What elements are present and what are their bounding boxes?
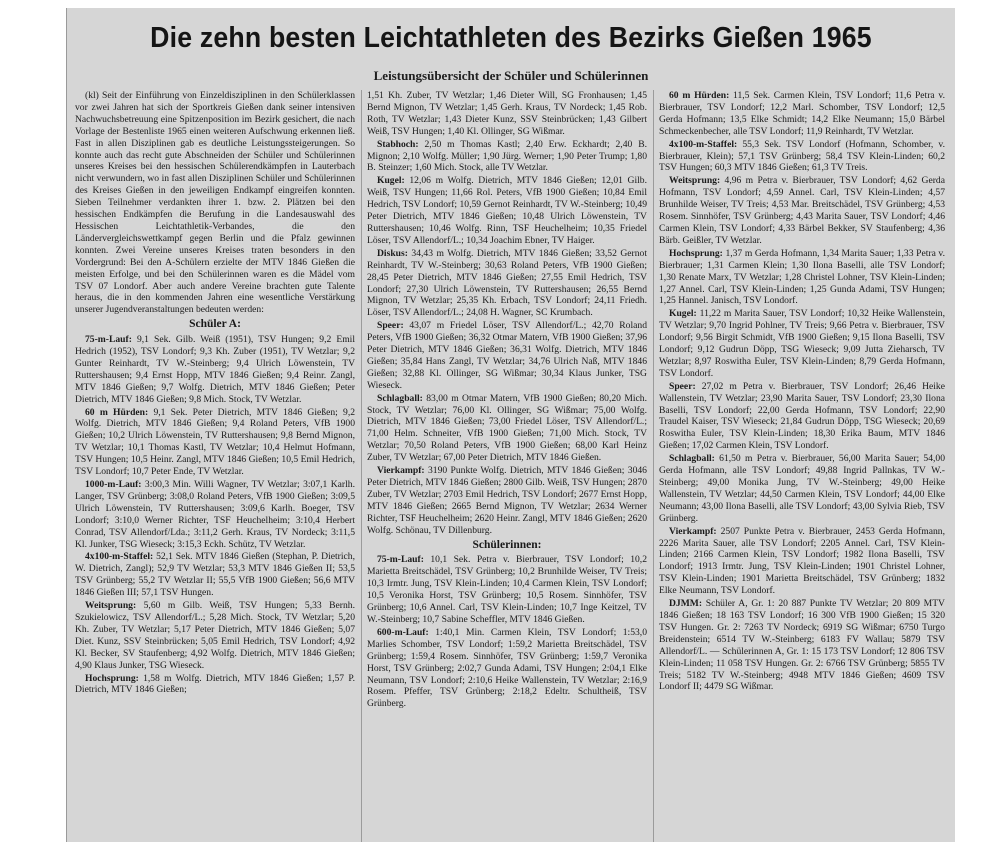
event-results: 34,43 m Wolfg. Dietrich, MTV 1846 Gießen; 33,52 Gernot Reinhardt, TV W.-Steinberg; 30,63 Roland Peters, VfB 1900 Gießen; 28,45 Peter Dietrich, MTV 1846 Gießen; 27,55 Emil Hedrich, TSV Londorf; 27,30 Ulrich Löwenstein, TV Ruttershausen; 26,55 Bernd Mignon, TV Wetzlar; 25,35 Kh. Erbach, TSV Londorf; 24,11 Friedh. Löser, TSV Allendorf/L.; 24,08 H. Wagner, SC Krumbach. xyxy=(367,247,647,319)
column-divider xyxy=(361,90,362,842)
event-title: DJMM: xyxy=(669,598,703,610)
event-block xyxy=(367,175,647,246)
event-results: 55,3 Sek. TSV Londorf (Hofmann, Schomber, v. Bierbrauer, Klein); 57,1 TSV Grünberg; 58,4 TSV Klein-Linden; 60,2 TSV Hungen; 60,3 MTV 1846 Gießen; 61,3 TV Treis. xyxy=(659,138,945,174)
event-title: Schlagball: xyxy=(377,392,423,404)
event-results: 4,96 m Petra v. Bierbrauer, TSV Londorf; 4,62 Gerda Hofmann, TSV Londorf; 4,59 Annel. Carl, TSV Klein-Linden; 4,57 Brunhilde Weiser, TV Treis; 4,53 Mar. Breitschädel, TSV Grünberg; 4,53 Rosem. Sinnhöfer, TSV Grünberg; 4,43 Marita Sauer, TSV Londorf; 4,46 Carmen Klein, TSV Londorf; 4,33 Bärbel Bekker, SV Staufenberg; 4,36 Bärb. Geißler, TV Wetzlar. xyxy=(659,175,945,246)
section-title-schueler-a: Schüler A: xyxy=(189,318,241,331)
article-columns xyxy=(75,90,949,842)
event-results: 9,1 Sek. Gilb. Weiß (1951), TSV Hungen; 9,2 Emil Hedrich (1952), TSV Londorf; 9,3 Kh. Zuber (1951), TV Wetzlar; 9,2 Gunter Reinhardt, TV W.-Steinberg; 9,4 Ulrich Löwenstein, TV Ruttershausen; 9,4 Ernst Hopp, MTV 1846 Gießen; 9,4 Reinr. Zangl, MTV 1846 Gießen; 9,7 Wolfg. Dietrich, MTV 1846 Gießen; Peter Dietrich, MTV 1846 Gießen; 9,8 Mich. Stock, TV Wetzlar. xyxy=(75,334,355,405)
event-block xyxy=(659,453,945,524)
event-block xyxy=(367,320,647,391)
event-block xyxy=(659,381,945,452)
intro-paragraph: (kl) Seit der Einführung von Einzeldisziplinen in den Schülerklassen vor zwei Jahren hat sich der Sportkreis Gießen dank seiner intensiven Nachwuchsbetreuung eine Spitzenposition im Bezirk gesichert, die nach Vorlage der Bestenliste 1965 einen weiteren Aufschwung erkennen ließ. Fast in allen Disziplinen gab es deutliche Leistungssteigerungen. So konnte auch das recht gute Abschneiden der Schüler und Schülerinnen unseres Kreises bei den hessischen Schülerendkämpfen in Lauterbach nicht verwundern, wo in fast allen Disziplinen Schüler und Schülerinnen des Kreises Gießen in den jeweiligen Endkampf eingreifen konnten. Sieben Teilnehmer verdankten ihrer 1. bzw. 2. Plätzen bei den hessischen Endkämpfen die Berufung in die Landesauswahl des Hessischen Leichtathletik-Verbandes, die den Ländervergleichswettkampf gegen Berlin und die Pfalz gewinnen konnten. Zwei Vereine unseres Kreises traten besonders in den Vordergrund: Bei den A-Schülern erzielte der MTV 1846 Gießen die meisten Erfolge, und bei den Schülerinnen waren es die Mädel vom TSV 07 Londorf. Aber auch andere Vereine brachten gute Talente heraus, die in den kommenden Jahren eine wesentliche Verstärkung unserer Jugendveranstaltungen bedeuten werden: xyxy=(75,90,355,316)
event-block xyxy=(75,407,355,478)
event-block xyxy=(75,673,355,697)
event-title: Diskus: xyxy=(377,247,408,259)
event-block xyxy=(367,139,647,175)
newspaper-clipping xyxy=(66,8,955,842)
column-2 xyxy=(367,90,647,842)
column-divider xyxy=(653,90,654,842)
event-title: 60 m Hürden: xyxy=(85,406,149,418)
event-title: 75-m-Lauf: xyxy=(85,334,132,346)
event-results: 10,1 Sek. Petra v. Bierbrauer, TSV Londorf; 10,2 Marietta Breitschädel, TSV Grünberg; 10,2 Brunhilde Weiser, TV Treis; 10,3 Irmtr. Jung, TSV Klein-Linden; 10,4 Carmen Klein, TSV Londorf; 10,5 Veronika Horst, TSV Grünberg; 10,5 Rosem. Sinnhöfer, TSV Grünberg; 10,6 Annel. Carl, TSV Klein-Linden; 10,7 Inge Keitzel, TV W.-Steinberg; 10,7 Sabine Scheffler, MTV 1846 Gießen. xyxy=(367,554,647,625)
event-block xyxy=(367,90,647,138)
event-title: Speer: xyxy=(377,320,404,332)
event-block xyxy=(367,248,647,319)
headline: Die zehn besten Leichtathleten des Bezirks Gießen 1965 xyxy=(150,22,872,54)
event-title: 1000-m-Lauf: xyxy=(85,479,142,490)
event-results: 52,1 Sek. MTV 1846 Gießen (Stephan, P. Dietrich, W. Dietrich, Zangl); 52,9 TV Wetzlar; 53,3 MTV 1846 Gießen II; 53,5 TSV Grünberg; 55,2 TV Wetzlar II; 55,5 VfB 1900 Gießen; 56,6 MTV 1846 Gießen III; 57,1 TSV Hungen. xyxy=(75,551,355,599)
event-title: Weitsprung: xyxy=(85,600,137,612)
event-results: 27,02 m Petra v. Bierbrauer, TSV Londorf; 26,46 Heike Wallenstein, TV Wetzlar; 23,90 Marita Sauer, TSV Londorf; 23,30 Ilona Baselli, TSV Londorf; 22,00 Gerda Hofmann, TSV Londorf; 22,90 Traudel Kaiser, TSV Wieseck; 21,84 Gudrun Döpp, TSG Wieseck; 20,69 Roswitha Euler, TSV Klein-Linden; 18,30 Erika Baum, MTV 1846 Gießen; 17,02 Carmen Klein, TSV Londorf. xyxy=(659,380,945,452)
event-results: 3:00,3 Min. Willi Wagner, TV Wetzlar; 3:07,1 Karlh. Langer, TSV Grünberg; 3:08,0 Roland Peters, VfB 1900 Gießen; 3:09,5 Ulrich Löwenstein, TV Ruttershausen; 3:09,6 Karlh. Boeger, TSV Londorf; 3:10,0 Werner Richter, TSF Heuchelheim; 3:10,4 Herbert Conrad, TSV Allendorf/Lda.; 3:11,2 Gerh. Kraus, TV Nordeck; 3:11,5 Kl. Junker, TSG Wieseck; 3:15,3 Eckh. Schütz, TV Wetzlar. xyxy=(75,479,355,550)
event-results: 11,5 Sek. Carmen Klein, TSV Londorf; 11,6 Petra v. Bierbrauer, TSV Londorf; 12,2 Marl. Schomber, TSV Londorf; 12,5 Gerda Hofmann; 13,5 Elke Schmidt; 14,2 Elke Neumann; 15,0 Bärbel Schmeckenbecher, alle TSV Londorf; 11,9 Reinhardt, TV Wetzlar. xyxy=(659,90,945,137)
event-results: 1,58 m Wolfg. Dietrich, MTV 1846 Gießen; 1,57 P. Dietrich, MTV 1846 Gießen; xyxy=(75,672,355,696)
event-block xyxy=(75,551,355,599)
event-results: 2,50 m Thomas Kastl; 2,40 Erw. Eckhardt; 2,40 B. Mignon; 2,10 Wolfg. Müller; 1,90 Jürg. Werner; 1,90 Peter Trump; 1,80 B. Steinzer; 1,60 Mich. Stock, alle TV Wetzlar. xyxy=(367,138,647,174)
event-results: 83,00 m Otmar Matern, VfB 1900 Gießen; 80,20 Mich. Stock, TV Wetzlar; 76,00 Kl. Ollinger, SG Wißmar; 75,00 Wolfg. Dietrich, MTV 1846 Gießen; 73,00 Friedel Löser, TSV Allendorf/L.; 71,00 Helm. Schneiter, VfB 1900 Gießen; 71,00 Mich. Stock, TV Wetzlar; 70,50 Roland Peters, VfB 1900 Gießen; 68,00 Karl Heinz Zuber, TV Wetzlar; 67,00 Peter Dietrich, MTV 1846 Gießen. xyxy=(367,392,647,464)
event-results: 11,22 m Marita Sauer, TSV Londorf; 10,32 Heike Wallenstein, TV Wetzlar; 9,70 Ingrid Pohlner, TV Treis; 9,66 Petra v. Bierbrauer, TSV Londorf; 9,56 Birgit Schmidt, VfB 1900 Gießen; 9,15 Ilona Baselli, TSV Londorf; 9,12 Gudrun Döpp, TSG Wieseck; 9,09 Jutta Zieharsch, TV Wetzlar; 8,97 Roswitha Euler, TSV Klein-Linden; 8,79 Gerda Hofmann, TSV Londorf. xyxy=(659,308,945,379)
event-block xyxy=(659,139,945,175)
event-results: 43,07 m Friedel Löser, TSV Allendorf/L.; 42,70 Roland Peters, VfB 1900 Gießen; 36,32 Otmar Matern, VfB 1900 Gießen; 37,96 Peter Dietrich, MTV 1846 Gießen; 36,31 Wolfg. Dietrich, MTV 1846 Gießen; 35,84 Hans Zangl, TV Wetzlar; 34,76 Ulrich Naß, MTV 1846 Gießen; 32,88 Kl. Ollinger, SG Wißmar; 30,34 Klaus Junker, TSG Wieseck. xyxy=(367,320,647,391)
event-results: 1:40,1 Min. Carmen Klein, TSV Londorf; 1:53,0 Marlies Schomber, TSV Londorf; 1:59,2 Marietta Breitschädel, TSV Grünberg; 1:59,4 Rosem. Sinnhöfer, TSV Grünberg; 1:59,7 Veronika Horst, TSV Grünberg; 2:02,7 Gunda Adami, TSV Hungen; 2:04,1 Elke Neumann, TSV Londorf; 2:10,6 Heike Wallenstein, TV Wetzlar; 2:16,9 Rosem. Pfeffer, TSV Grünberg; 2:18,2 Edeltr. Schultheiß, TSV Grünberg. xyxy=(367,626,647,710)
event-title: Vierkampf: xyxy=(377,465,425,477)
event-title: Kugel: xyxy=(669,308,697,320)
event-block xyxy=(75,600,355,671)
event-results: 1,37 m Gerda Hofmann, 1,34 Marita Sauer; 1,33 Petra v. Bierbrauer; 1,31 Carmen Klein; 1,30 Ilona Baselli, alle TSV Londorf; 1,30 Renate Marx, TV Wetzlar; 1,28 Christel Lohner, TSV Klein-Linden; 1,27 Annel. Carl, TSV Klein-Linden; 1,25 Gunda Adami, TSV Hungen; 1,25 Hannel. Janisch, TSV Londorf. xyxy=(659,247,945,307)
event-title: Vierkampf: xyxy=(669,525,717,537)
event-block xyxy=(367,627,647,710)
event-title: Hochsprung: xyxy=(85,672,139,684)
event-block xyxy=(659,308,945,379)
event-title: Hochsprung: xyxy=(669,247,723,259)
column-1 xyxy=(75,90,355,842)
event-title: Speer: xyxy=(669,380,696,392)
event-results: Schüler A, Gr. 1: 20 887 Punkte TV Wetzlar; 20 809 MTV 1846 Gießen; 18 163 TSV Londorf; 16 300 VfB 1900 Gießen; 15 320 TSV Hungen. Gr. 2: 7263 TV Nordeck; 6919 SG Wißmar; 6750 Turgo Breidenstein; 6514 TV W.-Steinberg; 6183 FV Wallau; 5879 TSV Allendorf/L. — Schülerinnen A, Gr. 1: 15 173 TSV Londorf; 12 806 TSV Klein-Linden; 11 058 TSV Hungen. Gr. 2: 6766 TSV Grünberg; 5855 TV Treis; 5182 TV W.-Steinberg; 4948 MTV 1846 Gießen; 4609 TSV Londorf II; 4479 SG Wißmar. xyxy=(659,598,945,693)
event-title: 75-m-Lauf: xyxy=(377,554,424,566)
event-block xyxy=(75,334,355,405)
event-results: 3190 Punkte Wolfg. Dietrich, MTV 1846 Gießen; 3046 Peter Dietrich, MTV 1846 Gießen; 2800 Gilb. Weiß, TSV Hungen; 2870 Zuber, TV Wetzlar; 2703 Emil Hedrich, TSV Londorf; 2677 Ernst Hopp, MTV 1846 Gießen; 2665 Bernd Mignon, TV Wetzlar; 2634 Werner Richter, TSF Heuchelheim; 2620 Heinr. Zangl, MTV 1846 Gießen; 2620 Wolfg. Schönau, TV Dillenburg. xyxy=(367,465,647,536)
event-block xyxy=(75,479,355,550)
event-title: Kugel: xyxy=(377,175,405,187)
event-results: 5,60 m Gilb. Weiß, TSV Hungen; 5,33 Bernh. Szukielowicz, TSV Allendorf/L.; 5,28 Mich. Stock, TV Wetzlar; 5,20 Kh. Zuber, TV Wetzlar; 5,17 Peter Dietrich, MTV 1846 Gießen; 5,07 Diet. Kunz, SSV Steinbrücken; 5,05 Emil Hedrich, TSV Londorf; 4,92 Kl. Becker, SV Staufenberg; 4,92 Wolfg. Dietrich, MTV 1846 Gießen; 4,90 Klaus Junker, TSG Wieseck. xyxy=(75,600,355,671)
event-block xyxy=(659,598,945,693)
event-block xyxy=(659,248,945,308)
event-title: 4x100-m-Staffel: xyxy=(85,551,154,563)
event-block xyxy=(659,90,945,138)
event-title: 4x100-m-Staffel: xyxy=(669,138,738,150)
event-results: 61,50 m Petra v. Bierbrauer, 56,00 Marita Sauer; 54,00 Gerda Hofmann, alle TSV Londorf; 49,88 Ingrid Pallnkas, TV W.-Steinberg; 49,00 Monika Jung, TV W.-Steinberg; 49,00 Heike Wallenstein, TV Wetzlar; 44,50 Carmen Klein, TSV Londorf; 44,00 Elke Neumann; 43,00 Ilona Baselli, alle TSV Londorf; 43,00 Sylvia Rieb, TSV Grünberg. xyxy=(659,453,945,524)
event-title: 60 m Hürden: xyxy=(669,90,730,101)
event-block xyxy=(367,465,647,536)
subheadline: Leistungsübersicht der Schüler und Schülerinnen xyxy=(373,68,649,83)
event-block xyxy=(367,554,647,625)
event-title: Weitsprung: xyxy=(669,175,721,187)
event-results: 9,1 Sek. Peter Dietrich, MTV 1846 Gießen; 9,2 Wolfg. Dietrich, MTV 1846 Gießen; 9,4 Roland Peters, VfB 1900 Gießen; 10,2 Ulrich Löwenstein, TV Ruttershausen; 9,8 Bernd Mignon, TV Wetzlar; 10,1 Thomas Kastl, TV Wetzlar; 10,4 Helmut Hofmann, TSV Hungen; 10,5 Heinr. Zangl, MTV 1846 Gießen; 10,5 Emil Hedrich, TSV Londorf; 10,7 Peter Ende, TV Wetzlar. xyxy=(75,406,355,478)
column-3 xyxy=(659,90,945,842)
event-results: 1,51 Kh. Zuber, TV Wetzlar; 1,46 Dieter Will, SG Fronhausen; 1,45 Bernd Mignon, TV Wetzlar; 1,45 Gerh. Kraus, TV Nordeck; 1,45 Rob. Roth, TV Wetzlar; 1,43 Dieter Kunz, SSV Steinbrücken; 1,43 Gilbert Weiß, TSV Hungen; 1,40 Kl. Ollinger, SG Wißmar. xyxy=(367,90,647,137)
section-title-schuelerinnen: Schülerinnen: xyxy=(472,538,542,551)
event-block xyxy=(659,526,945,597)
event-title: Schlagball: xyxy=(669,453,715,465)
event-block xyxy=(659,175,945,246)
event-results: 12,06 m Wolfg. Dietrich, MTV 1846 Gießen; 12,01 Gilb. Weiß, TSV Hungen; 11,66 Rol. Peters, VfB 1900 Gießen; 10,84 Emil Hedrich, TSV Londorf; 10,59 Gernot Reinhardt, TV W.-Steinberg; 10,49 Peter Dietrich, MTV 1846 Gießen; 10,48 Ulrich Löwenstein, TV Ruttershausen; 10,46 Wolfg. Rinn, TSF Heuchelheim; 10,35 Friedel Löser, TSV Allendorf/L.; 10,34 Joachim Ebner, TV Haiger. xyxy=(367,175,647,246)
event-title: 600-m-Lauf: xyxy=(377,626,429,638)
event-title: Stabhoch: xyxy=(377,138,419,150)
event-block xyxy=(367,393,647,464)
event-results: 2507 Punkte Petra v. Bierbrauer, 2453 Gerda Hofmann, 2226 Marita Sauer, alle TSV Londorf; 2205 Annel. Carl, TSV Klein-Linden; 2166 Carmen Klein, TSV Londorf; 1982 Ilona Baselli, TSV Londorf; 1913 Irmtr. Jung, TSV Klein-Linden; 1901 Christel Lohner, TSV Klein-Linden; 1901 Marietta Breitschädel, TSV Grünberg; 1832 Elke Neumann, TSV Londorf. xyxy=(659,525,945,597)
